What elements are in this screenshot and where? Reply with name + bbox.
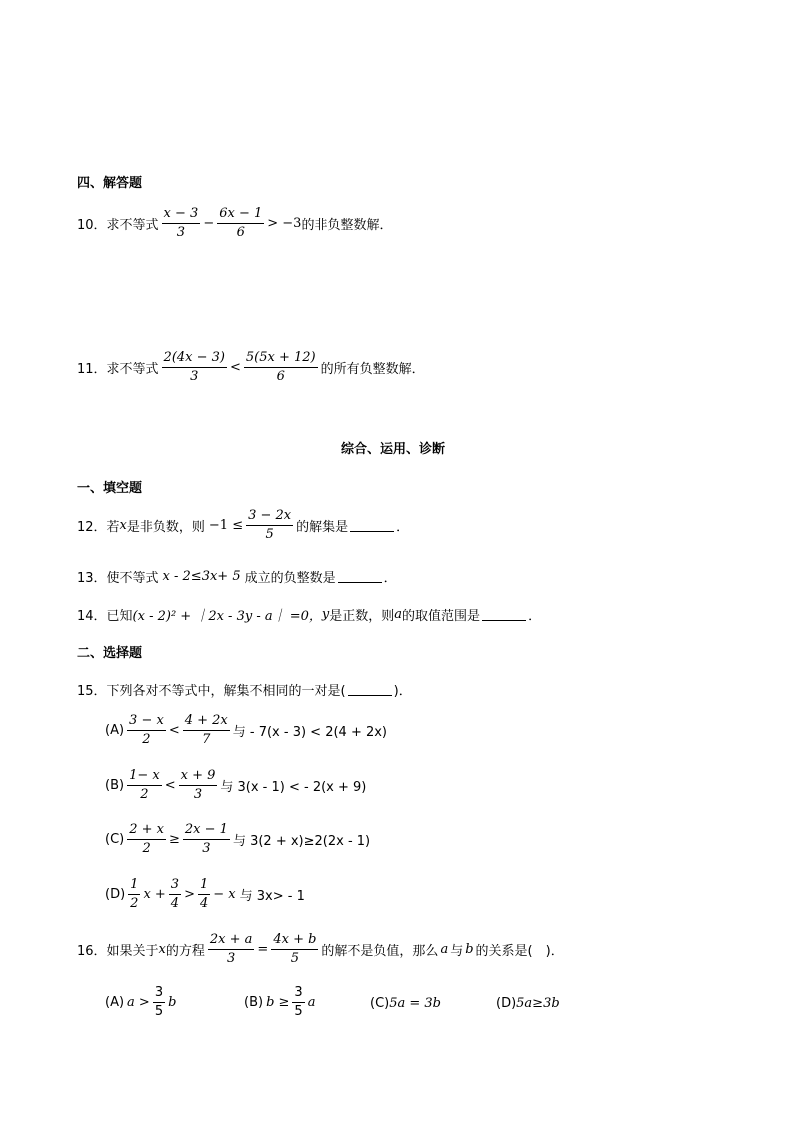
q15-a-relation: <	[168, 723, 180, 739]
q16-a-pre: a >	[127, 995, 150, 1011]
q10-f1-denominator: 3	[176, 225, 186, 241]
q15-d-f3-num: 1	[198, 877, 210, 895]
q12-period: ．	[396, 520, 410, 536]
q16-b-den: 5	[294, 1004, 303, 1020]
q15-a-f2-den: 7	[202, 732, 211, 748]
q12-fraction	[246, 508, 293, 544]
q16-tail: 的关系是( )．	[475, 944, 564, 960]
q16-a-num: 3	[153, 985, 165, 1003]
q16-a-den: 5	[154, 1004, 164, 1020]
q13-period: ．	[383, 571, 397, 586]
q16-d-expr: 5a≥3b	[516, 996, 560, 1011]
question-13	[77, 567, 397, 586]
q15-stem-end: )．	[393, 684, 412, 699]
q16-suffix: 的解不是负值，那么	[321, 944, 439, 960]
q16-var-b: b	[465, 942, 474, 958]
q16-f2-num: 4x + b	[271, 932, 318, 950]
q15-d-mid2: − x	[213, 887, 236, 903]
q15-a-fraction-1	[127, 713, 166, 749]
q15-c-f2-den: 3	[202, 841, 211, 857]
q13-suffix: 成立的负整数是	[244, 571, 336, 586]
q15-c-tail: 与 3(2 + x)≥2(2x - 1)	[232, 834, 371, 850]
q12-numerator: 3 − 2x	[246, 508, 293, 526]
q16-b-pre: b ≥	[266, 995, 290, 1011]
q16-b-post: a	[307, 995, 316, 1011]
q11-prefix: 11．求不等式	[77, 362, 159, 378]
q16-var-x: x	[158, 942, 166, 958]
q10-f2-numerator: 6x − 1	[217, 206, 264, 224]
q15-a-fraction-2	[183, 713, 230, 749]
q16-f2-den: 5	[290, 951, 300, 967]
q15-option-a[interactable]	[105, 713, 387, 749]
q12-var-x: x	[119, 518, 127, 534]
q12-prefix: 12．若	[77, 520, 120, 536]
q16-mid: 的方程	[165, 944, 205, 960]
q15-c-f1-den: 2	[142, 841, 151, 857]
question-16	[77, 932, 564, 968]
q16-f1-num: 2x + a	[208, 932, 255, 950]
q15-answer-blank[interactable]	[348, 683, 392, 696]
question-10	[77, 206, 392, 242]
q11-f1-numerator: 2(4x − 3)	[162, 350, 227, 368]
q10-operator: −	[203, 216, 215, 232]
q15-stem: 15．下列各对不等式中，解集不相同的一对是(	[77, 684, 346, 699]
q15-d-f1-den: 2	[130, 896, 139, 912]
part-heading-comprehensive: 综合、运用、诊断	[341, 442, 446, 457]
q11-fraction-1	[162, 350, 227, 386]
q15-a-f2-num: 4 + 2x	[183, 713, 230, 731]
q15-b-relation: <	[164, 778, 176, 794]
q15-a-tail: 与 - 7(x - 3) < 2(4 + 2x)	[232, 725, 388, 741]
question-15	[77, 680, 412, 699]
q15-option-b[interactable]	[105, 768, 366, 804]
q15-b-fraction-2	[179, 768, 218, 804]
q15-a-f1-num: 3 − x	[127, 713, 166, 731]
q16-a-post: b	[168, 995, 177, 1011]
q16-option-c[interactable]	[370, 996, 441, 1011]
q16-prefix: 16．如果关于	[77, 944, 159, 960]
q15-b-f1-den: 2	[140, 787, 149, 803]
q15-d-tail: 与 3x> - 1	[239, 889, 305, 905]
q15-c-f1-num: 2 + x	[127, 822, 166, 840]
q16-var-a: a	[440, 942, 449, 958]
q16-b-num: 3	[292, 985, 304, 1003]
q15-a-f1-den: 2	[142, 732, 151, 748]
q16-a-fraction	[153, 985, 165, 1021]
q15-d-f3-den: 4	[199, 896, 209, 912]
q16-relation: =	[257, 942, 269, 958]
q14-answer-blank[interactable]	[482, 608, 526, 621]
q14-period: ．	[528, 609, 542, 624]
q16-c-expr: 5a = 3b	[389, 996, 442, 1011]
q15-d-relation: >	[184, 887, 195, 903]
q15-d-label: (D)	[105, 887, 126, 903]
section-heading-solve: 四、解答题	[77, 176, 143, 191]
q15-d-fraction-1	[128, 877, 140, 913]
q12-mid: 是非负数，则	[126, 520, 205, 536]
q12-lhs: −1 ≤	[208, 518, 244, 534]
q16-f1-den: 3	[227, 951, 236, 967]
q15-option-d[interactable]	[105, 877, 305, 913]
q16-fraction-1	[208, 932, 255, 968]
q12-denominator: 5	[265, 527, 274, 543]
section-heading-choice: 二、选择题	[77, 646, 143, 661]
question-12	[77, 508, 409, 544]
q12-answer-blank[interactable]	[350, 519, 394, 532]
q14-suffix: 的取值范围是	[402, 609, 481, 624]
q15-d-f1-num: 1	[128, 877, 140, 895]
q16-and: 与	[450, 944, 464, 960]
q15-c-label: (C)	[105, 832, 125, 848]
q15-d-f2-den: 4	[170, 896, 180, 912]
q15-d-mid1: x +	[143, 887, 166, 903]
q14-prefix: 14．已知	[77, 609, 133, 624]
q11-f1-denominator: 3	[190, 369, 199, 385]
q11-f2-numerator: 5(5x + 12)	[244, 350, 318, 368]
q15-b-label: (B)	[105, 778, 125, 794]
q11-f2-denominator: 6	[276, 369, 285, 385]
q15-d-fraction-3	[198, 877, 210, 913]
q10-relation: > −3	[267, 216, 302, 232]
q16-a-label: (A)	[105, 995, 125, 1011]
q12-suffix: 的解集是	[296, 520, 349, 536]
q16-option-a[interactable]	[105, 985, 176, 1021]
q16-fraction-2	[271, 932, 318, 968]
q11-fraction-2	[244, 350, 318, 386]
q15-d-fraction-2	[169, 877, 181, 913]
q16-d-label: (D)	[496, 996, 517, 1011]
q15-c-fraction-2	[183, 822, 230, 858]
q15-b-f2-num: x + 9	[179, 768, 218, 786]
q11-operator: <	[230, 360, 241, 376]
q13-prefix: 13．使不等式	[77, 571, 159, 586]
q10-f1-numerator: x − 3	[162, 206, 201, 224]
q13-expression: x - 2≤3x+ 5	[162, 569, 241, 584]
q16-option-b[interactable]	[244, 985, 315, 1021]
q11-suffix: 的所有负整数解．	[320, 362, 425, 378]
q10-fraction-2	[217, 206, 264, 242]
q16-b-fraction	[292, 985, 304, 1021]
section-heading-fill-blank: 一、填空题	[77, 481, 143, 496]
q10-prefix: 10．求不等式	[77, 218, 159, 234]
q16-b-label: (B)	[244, 995, 264, 1011]
q15-b-f1-num: 1− x	[127, 768, 162, 786]
q15-c-f2-num: 2x − 1	[183, 822, 230, 840]
q14-expression: (x - 2)² + ｜2x - 3y - a｜ =0，	[132, 609, 322, 624]
q14-mid: 是正数，则	[329, 609, 395, 624]
q15-d-f2-num: 3	[169, 877, 181, 895]
q10-suffix: 的非负整数解．	[301, 218, 393, 234]
q16-option-d[interactable]	[496, 996, 560, 1011]
q15-b-f2-den: 3	[193, 787, 203, 803]
q15-option-c[interactable]	[105, 822, 370, 858]
q10-f2-denominator: 6	[236, 225, 245, 241]
q16-c-label: (C)	[370, 996, 390, 1011]
q14-var-y: y	[321, 607, 330, 622]
q15-c-fraction-1	[127, 822, 166, 858]
q15-b-tail: 与 3(x - 1) < - 2(x + 9)	[220, 780, 367, 796]
q10-fraction-1	[162, 206, 201, 242]
question-11	[77, 350, 425, 386]
q15-c-relation: ≥	[169, 832, 180, 848]
q15-b-fraction-1	[127, 768, 162, 804]
q13-answer-blank[interactable]	[338, 570, 382, 583]
q14-var-a: a	[394, 607, 403, 622]
q15-a-label: (A)	[105, 723, 125, 739]
question-14	[77, 605, 541, 624]
